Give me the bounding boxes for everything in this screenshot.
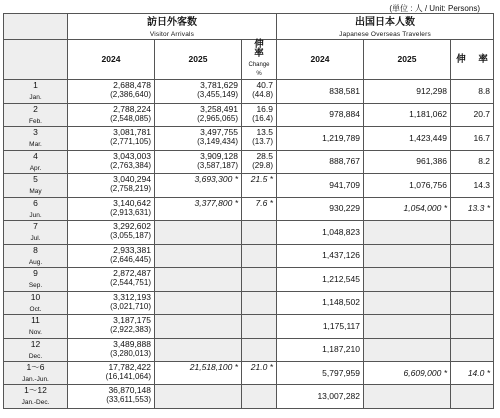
value: 3,187,175 (113, 315, 151, 325)
month-cell (4, 362, 68, 385)
value: 2,788,224 (113, 103, 151, 114)
visitor-change-cell (242, 197, 277, 221)
month-cell (4, 80, 68, 104)
previous-value: (2,646,445) (110, 254, 151, 264)
value (158, 292, 238, 293)
month-label: 5 (33, 174, 38, 184)
value (158, 339, 238, 340)
month-cell (4, 103, 68, 127)
value: 2,688,478 (113, 80, 151, 90)
table-row (4, 244, 494, 268)
visitor-2025-cell (155, 385, 242, 409)
month-cell (4, 174, 68, 198)
outbound-change-cell: 8.2 (451, 150, 494, 174)
table-row (4, 150, 494, 174)
table-row (4, 268, 494, 292)
previous-value: (33,611,553) (106, 395, 151, 404)
previous-value: (3,280,013) (110, 348, 151, 358)
value (158, 221, 238, 222)
previous-value: (16,141,064) (105, 372, 151, 381)
outbound-2024-cell: 13,007,282 (277, 385, 364, 409)
value: 3,081,781 (113, 127, 151, 137)
value (245, 268, 273, 269)
value (245, 385, 273, 386)
month-label: 9 (33, 268, 38, 278)
value: 3,258,491 (200, 103, 238, 114)
outbound-2024-cell: 1,148,502 (277, 291, 364, 315)
visitor-title-en: Visitor Arrivals (149, 31, 195, 38)
outbound-2025-cell (364, 385, 451, 409)
overseas-travelers-header (277, 14, 494, 40)
table-row (4, 103, 494, 127)
outbound-2025-cell: 1,054,000 * (364, 197, 451, 221)
outbound-2024-cell: 1,219,789 (277, 127, 364, 151)
visitor-2024-cell (68, 338, 155, 362)
visitor-2024-cell (68, 221, 155, 245)
outbound-2024-cell: 1,212,545 (277, 268, 364, 292)
value: 3,040,294 (113, 174, 151, 184)
outbound-change-cell: 8.8 (451, 80, 494, 104)
value (245, 339, 273, 340)
visitor-change-cell (242, 291, 277, 315)
outbound-change-cell (451, 268, 494, 292)
value: 3,377,800 * (194, 197, 238, 208)
header-group-row (4, 14, 494, 40)
month-label: 12 (30, 338, 41, 349)
value (245, 245, 273, 246)
outbound-2024-cell: 930,229 (277, 197, 364, 221)
outbound-2025-cell: 961,386 (364, 150, 451, 174)
previous-value: (2,922,383) (110, 325, 151, 334)
previous-value: (16.4) (252, 113, 273, 123)
month-label: 2 (33, 103, 38, 114)
outbound-change-cell: 13.3 * (451, 197, 494, 221)
visitor-year-2025: 2025 (155, 40, 242, 80)
visitor-2025-cell (155, 244, 242, 268)
visitor-2024-cell (68, 103, 155, 127)
visitor-2025-cell (155, 362, 242, 385)
outbound-change-cell: 14.3 (451, 174, 494, 198)
outbound-2024-cell: 1,175,117 (277, 315, 364, 339)
visitor-change-label: 伸 率 (254, 39, 269, 59)
outbound-change-cell (451, 291, 494, 315)
month-cell (4, 127, 68, 151)
month-cell (4, 338, 68, 362)
visitor-change-cell (242, 362, 277, 385)
outbound-2025-cell (364, 221, 451, 245)
value: 3,489,888 (113, 338, 151, 349)
month-label-en: Feb. (28, 117, 42, 125)
value: 36,870,148 (108, 385, 151, 395)
outbound-2024-cell: 888,767 (277, 150, 364, 174)
value: 2,872,487 (113, 268, 151, 278)
table-row (4, 291, 494, 315)
month-label-en: Jun. (29, 211, 42, 219)
outbound-2024-cell: 1,437,126 (277, 244, 364, 268)
month-label: 6 (33, 197, 38, 208)
month-cell (4, 385, 68, 409)
visitor-2025-cell (155, 80, 242, 104)
outbound-2024-cell: 941,709 (277, 174, 364, 198)
visitor-title: 訪日外客数 (147, 17, 197, 28)
visitor-2025-cell (155, 197, 242, 221)
value: 3,043,003 (113, 150, 151, 161)
visitor-change-cell (242, 338, 277, 362)
month-label-en: Oct. (29, 305, 42, 313)
month-header-cell (4, 14, 68, 40)
outbound-change-cell: 14.0 * (451, 362, 494, 385)
month-label-en: Sep. (28, 282, 43, 289)
month-header-cell-2 (4, 40, 68, 80)
month-cell (4, 150, 68, 174)
visitor-change-cell (242, 244, 277, 268)
value (158, 385, 238, 386)
visitor-arrivals-header (68, 14, 277, 40)
visitor-2025-cell (155, 174, 242, 198)
visitor-change-cell (242, 315, 277, 339)
table-body (4, 14, 494, 409)
month-cell (4, 244, 68, 268)
table-row (4, 338, 494, 362)
previous-value: (3,021,710) (110, 301, 151, 311)
outbound-2025-cell (364, 315, 451, 339)
previous-value: (29.8) (252, 160, 273, 170)
visitor-2025-cell (155, 315, 242, 339)
outbound-2025-cell (364, 291, 451, 315)
value: 21,518,100 * (189, 362, 238, 372)
value (158, 245, 238, 246)
value: 2,933,381 (113, 244, 151, 255)
visitor-2025-cell (155, 338, 242, 362)
month-label: 1 (33, 80, 38, 90)
visitor-2024-cell (68, 80, 155, 104)
outbound-2024-cell: 838,581 (277, 80, 364, 104)
value: 21.5 * (250, 174, 273, 184)
previous-value: (3,587,187) (197, 160, 238, 170)
outbound-2024-cell: 1,048,823 (277, 221, 364, 245)
table-row (4, 127, 494, 151)
outbound-2025-cell: 6,609,000 * (364, 362, 451, 385)
outbound-title-en: Japanese Overseas Travelers (339, 31, 431, 38)
previous-value: (2,965,065) (197, 113, 238, 123)
previous-value: (3,455,149) (197, 90, 238, 99)
month-cell (4, 315, 68, 339)
outbound-2024-cell: 978,884 (277, 103, 364, 127)
table-row (4, 362, 494, 385)
outbound-year-2025: 2025 (364, 40, 451, 80)
month-cell (4, 268, 68, 292)
value: 3,140,642 (113, 197, 151, 208)
month-label: 10 (30, 291, 41, 302)
outbound-2025-cell: 912,298 (364, 80, 451, 104)
previous-value: (2,544,751) (110, 278, 151, 287)
visitor-2025-cell (155, 103, 242, 127)
month-label-en: Apr. (29, 164, 42, 172)
visitor-2025-cell (155, 291, 242, 315)
visitor-year-2024: 2024 (68, 40, 155, 80)
visitor-2024-cell (68, 174, 155, 198)
value: 13.5 (256, 127, 273, 137)
value (158, 315, 238, 316)
table-row (4, 197, 494, 221)
month-label-en: May (29, 188, 42, 195)
table-row (4, 174, 494, 198)
visitor-2024-cell (68, 197, 155, 221)
outbound-change-cell (451, 338, 494, 362)
table-row (4, 385, 494, 409)
value: 21.0 * (250, 362, 273, 372)
value: 16.9 (256, 103, 273, 114)
visitor-change-cell (242, 127, 277, 151)
visitor-change-cell (242, 174, 277, 198)
visitor-change-cell (242, 80, 277, 104)
outbound-title: 出国日本人数 (355, 17, 416, 28)
table-row (4, 315, 494, 339)
value: 7.6 * (255, 197, 273, 208)
value: 3,292,602 (113, 221, 151, 231)
month-label-en: Jan.-Dec. (21, 399, 50, 406)
previous-value: (13.7) (252, 137, 273, 146)
visitor-change-cell (242, 150, 277, 174)
outbound-change-cell: 16.7 (451, 127, 494, 151)
visitor-2025-cell (155, 127, 242, 151)
visitor-2025-cell (155, 221, 242, 245)
previous-value: (2,386,640) (110, 90, 151, 99)
visitor-change-cell (242, 221, 277, 245)
table-row (4, 80, 494, 104)
value (245, 292, 273, 293)
value: 3,497,755 (200, 127, 238, 137)
outbound-change-label: 伸 率 (456, 54, 493, 65)
visitor-change-cell (242, 103, 277, 127)
month-label-en: Jan. (29, 94, 42, 101)
outbound-2024-cell: 5,797,959 (277, 362, 364, 385)
header-year-row (4, 40, 494, 80)
month-cell (4, 221, 68, 245)
outbound-change-cell (451, 221, 494, 245)
visitor-2024-cell (68, 291, 155, 315)
value (245, 315, 273, 316)
visitor-2024-cell (68, 268, 155, 292)
month-label-en: Mar. (29, 141, 42, 148)
month-label: 1～6 (26, 362, 45, 372)
visitor-change-label-en: Change % (248, 62, 270, 77)
month-cell (4, 197, 68, 221)
value: 17,782,422 (108, 362, 151, 372)
month-label-en: Aug. (28, 258, 43, 266)
value: 40.7 (256, 80, 273, 90)
value: 3,693,300 * (194, 174, 238, 184)
previous-value: (2,763,384) (110, 160, 151, 170)
previous-value: (3,149,434) (197, 137, 238, 146)
visitor-2024-cell (68, 385, 155, 409)
outbound-2025-cell (364, 268, 451, 292)
month-label: 4 (33, 150, 38, 161)
visitor-2024-cell (68, 127, 155, 151)
visitor-change-cell (242, 268, 277, 292)
outbound-2024-cell: 1,187,210 (277, 338, 364, 362)
month-label: 3 (33, 127, 38, 137)
table-row (4, 221, 494, 245)
previous-value: (3,055,187) (110, 231, 151, 240)
month-label-en: Jul. (30, 235, 41, 242)
month-label: 11 (31, 315, 40, 325)
visitor-2025-cell (155, 150, 242, 174)
outbound-2025-cell (364, 338, 451, 362)
month-label: 8 (33, 244, 38, 255)
previous-value: (2,758,219) (110, 184, 151, 193)
visitor-2024-cell (68, 244, 155, 268)
visitor-change-cell (242, 385, 277, 409)
visitor-2024-cell (68, 315, 155, 339)
outbound-change-cell (451, 385, 494, 409)
value: 28.5 (256, 150, 273, 161)
visitor-2025-cell (155, 268, 242, 292)
month-label-en: Jan.-Jun. (22, 376, 49, 383)
value: 3,909,128 (200, 150, 238, 161)
visitor-2024-cell (68, 150, 155, 174)
outbound-2025-cell: 1,423,449 (364, 127, 451, 151)
previous-value: (2,771,105) (110, 137, 151, 146)
value (245, 221, 273, 222)
outbound-change-header (451, 40, 494, 80)
value (158, 268, 238, 269)
previous-value: (2,548,085) (110, 113, 151, 123)
outbound-2025-cell: 1,076,756 (364, 174, 451, 198)
month-cell (4, 291, 68, 315)
outbound-2025-cell (364, 244, 451, 268)
outbound-change-cell (451, 315, 494, 339)
month-label: 1～12 (24, 385, 47, 395)
outbound-change-cell (451, 244, 494, 268)
month-label: 7 (33, 221, 38, 231)
value: 3,312,193 (113, 291, 151, 302)
previous-value: (44.8) (252, 90, 273, 99)
month-label-en: Dec. (28, 352, 43, 360)
month-label-en: Nov. (29, 329, 42, 336)
outbound-change-cell: 20.7 (451, 103, 494, 127)
visitor-2024-cell (68, 362, 155, 385)
visitor-change-header (242, 40, 277, 80)
unit-note: (単位 : 人 / Unit: Persons) (389, 4, 480, 13)
outbound-year-2024: 2024 (277, 40, 364, 80)
outbound-2025-cell: 1,181,062 (364, 103, 451, 127)
value: 3,781,629 (200, 80, 238, 90)
previous-value: (2,913,631) (110, 207, 151, 217)
statistics-table (3, 13, 494, 409)
